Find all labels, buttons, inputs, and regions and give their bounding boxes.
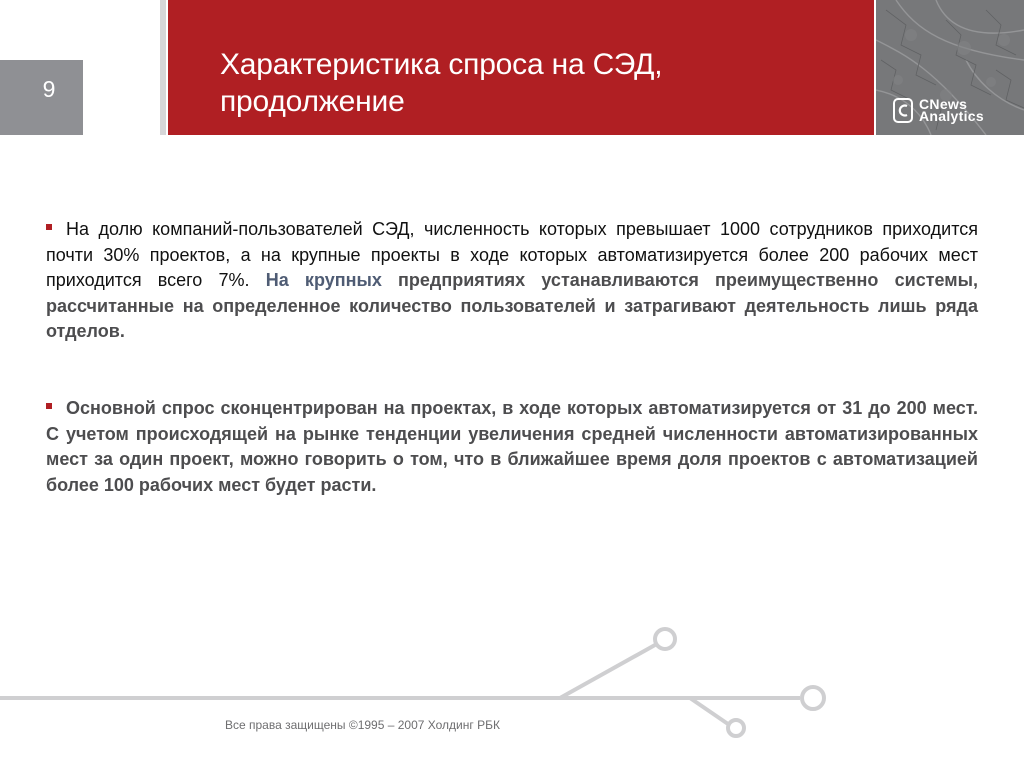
bullet-square-icon xyxy=(46,403,52,409)
slide-title xyxy=(220,46,662,120)
header-banner xyxy=(168,0,874,135)
slide-body xyxy=(46,217,978,498)
copyright-footer: Все права защищены ©1995 – 2007 Холдинг РБК xyxy=(225,718,500,732)
slide-title-line1: Характеристика спроса на СЭД, xyxy=(220,48,663,81)
bullet-1-emphasis-text: На крупных xyxy=(265,270,382,291)
bullet-paragraph-1 xyxy=(46,217,978,345)
leaf-texture-panel xyxy=(876,0,1024,135)
logo-text-analytics: Analytics xyxy=(919,108,984,124)
bullet-square-icon xyxy=(46,224,52,230)
logo-text-cnews: CNews xyxy=(919,96,968,112)
bullet-1-bold-text: предприятиях устанавливаются преимущественно системы, рассчитанные на определенное количество пользователей и затрагивают деятельность лишь ряда отделов. xyxy=(46,270,978,342)
slide-number-box xyxy=(0,60,83,135)
circuit-line-decoration xyxy=(0,620,1024,750)
bullet-paragraph-2 xyxy=(46,396,978,498)
cnews-analytics-logo xyxy=(893,98,1019,128)
bullet-1-plain-text: На долю компаний-пользователей СЭД, численность которых превышает 1000 сотрудников приходится почти 30% проектов, а на крупные проекты в ходе которых автоматизируется более 200 рабочих мест приходится всего 7%. xyxy=(46,219,978,291)
header-divider-strip xyxy=(160,0,166,135)
cnews-logo-mark-icon xyxy=(893,98,913,123)
bullet-2-bold-text: Основной спрос сконцентрирован на проектах, в ходе которых автоматизируется от 31 до 200 мест. С учетом происходящей на рынке тенденции увеличения средней численности автоматизированных мест за один проект, можно говорить о том, что в ближайшее время доля проектов с автоматизацией более 100 рабочих мест будет расти. xyxy=(46,397,978,495)
slide-number: 9 xyxy=(42,76,56,102)
slide-title-line2: продолжение xyxy=(220,85,405,118)
